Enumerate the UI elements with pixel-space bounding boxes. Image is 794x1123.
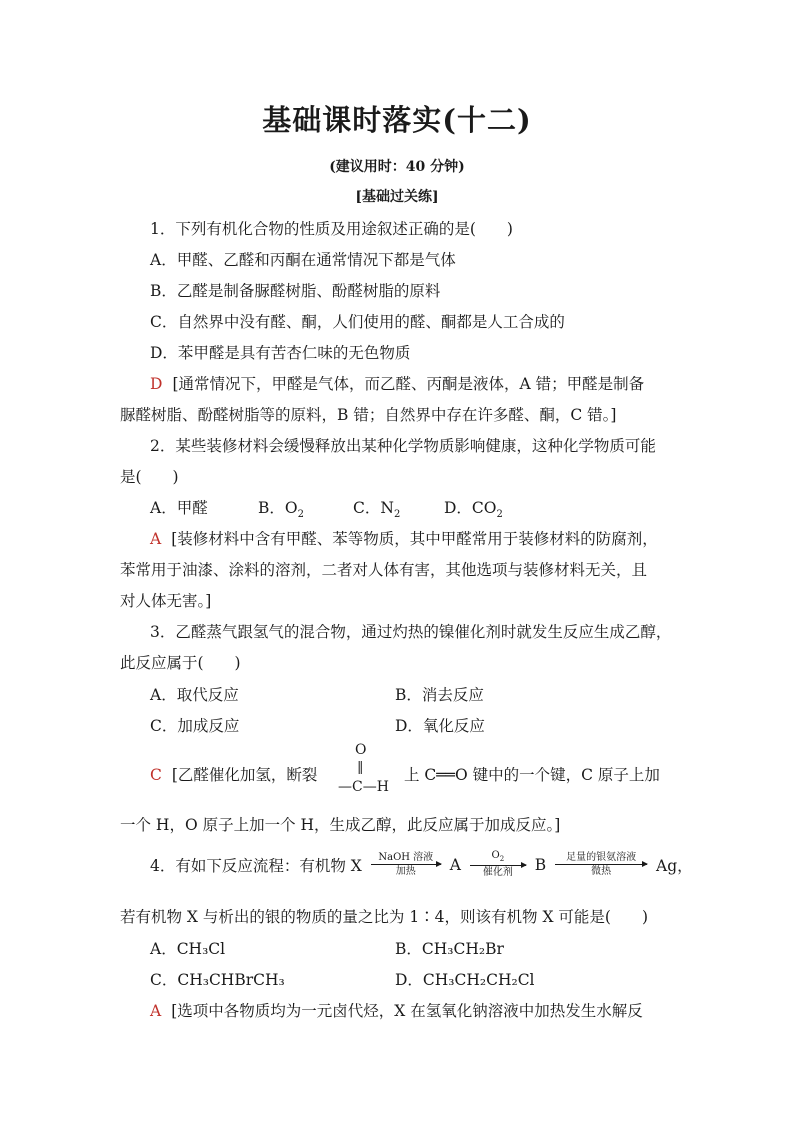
q3-answer: C xyxy=(150,766,162,784)
q3-explanation-pre: [乙醛催化加氢，断裂 xyxy=(171,766,318,784)
q2-option-d: D．$CO_2$ xyxy=(444,499,503,521)
arrow3-reagent: 足量的银氨溶液 xyxy=(566,851,637,863)
q3-option-a: A．取代反应 xyxy=(150,686,239,704)
reaction-arrow-2 xyxy=(470,850,526,880)
q3-explanation-line2: 一个 H，O 原子上加一个 H，生成乙醇，此反应属于加成反应。] xyxy=(120,816,561,834)
q3-explanation xyxy=(150,763,317,785)
q3-explanation-post: 上 C══O 键中的一个键，C 原子上加 xyxy=(404,766,660,784)
section-heading: [基础过关练] xyxy=(355,189,439,205)
aldehyde-structure-chain: —C—H xyxy=(338,779,389,795)
time-note: (建议用时：40 分钟) xyxy=(329,159,465,175)
q2-explanation-line3: 对人体无害。] xyxy=(120,592,212,610)
page-title: 基础课时落实(十二) xyxy=(262,103,532,137)
q1-stem: 1．下列有机化合物的性质及用途叙述正确的是( ) xyxy=(150,220,513,238)
arrow2-condition: 催化剂 xyxy=(482,867,513,878)
q4-stem-pre: 4．有如下反应流程：有机物 X xyxy=(150,857,362,875)
q3-option-b: B．消去反应 xyxy=(395,686,484,704)
q1-option-d: D．苯甲醛是具有苦杏仁味的无色物质 xyxy=(150,344,411,362)
q2-explanation-line2: 苯常用于油漆、涂料的溶剂，二者对人体有害，其他选项与装修材料无关，且 xyxy=(120,561,648,579)
q1-explanation xyxy=(150,372,644,394)
q1-option-a: A．甲醛、乙醛和丙酮在通常情况下都是气体 xyxy=(150,251,456,269)
q2-answer: A xyxy=(150,530,162,548)
q4-option-b: B．CH₃CH₂Br xyxy=(395,940,504,958)
reaction-arrow-3 xyxy=(555,852,647,879)
q4-answer: A xyxy=(150,1002,162,1020)
arrow1-reagent: NaOH 溶液 xyxy=(378,851,434,863)
q4-option-c: C．CH₃CHBrCH₃ xyxy=(150,971,285,989)
q1-option-b: B．乙醛是制备脲醛树脂、酚醛树脂的原料 xyxy=(150,282,441,300)
q2-stem-line2: 是( ) xyxy=(120,468,179,486)
q4-option-d: D．CH₃CH₂CH₂Cl xyxy=(395,971,535,989)
q1-answer: D xyxy=(150,375,163,393)
q2-option-a: A．甲醛 xyxy=(150,499,208,517)
q3-stem-line1: 3．乙醛蒸气跟氢气的混合物，通过灼热的镍催化剂时就发生反应生成乙醇， xyxy=(150,623,672,641)
q3-option-d: D．氧化反应 xyxy=(395,717,485,735)
q3-option-c: C．加成反应 xyxy=(150,717,240,735)
aldehyde-structure-o: O xyxy=(355,742,367,758)
aldehyde-structure-double-bond: ‖ xyxy=(357,760,364,775)
node-ag: Ag， xyxy=(656,857,693,875)
node-a: A xyxy=(449,856,461,874)
arrow1-condition: 加热 xyxy=(395,865,416,877)
q4-explanation-line1: [选项中各物质均为一元卤代烃，X 在氢氧化钠溶液中加热发生水解反 xyxy=(171,1002,643,1020)
q4-stem-line2: 若有机物 X 与析出的银的物质的量之比为 1∶4，则该有机物 X 可能是( ) xyxy=(120,908,649,926)
q4-option-a: A．CH₃Cl xyxy=(150,940,226,958)
reaction-arrow-1 xyxy=(371,852,441,879)
q1-option-c: C．自然界中没有醛、酮，人们使用的醛、酮都是人工合成的 xyxy=(150,313,565,331)
q2-option-b: B．$O_2$ xyxy=(258,499,304,521)
q2-explanation xyxy=(150,527,658,549)
node-b: B xyxy=(534,856,547,874)
q1-explanation-line2: 脲醛树脂、酚醛树脂等的原料，B 错；自然界中存在许多醛、酮，C 错。] xyxy=(120,406,617,424)
q2-option-c: C．$N_2$ xyxy=(353,499,401,521)
arrow2-reagent: $O_2$ xyxy=(491,850,505,863)
q2-explanation-line1: [装修材料中含有甲醛、苯等物质，其中甲醛常用于装修材料的防腐剂， xyxy=(171,530,658,548)
q2-stem-line1: 2．某些装修材料会缓慢释放出某种化学物质影响健康，这种化学物质可能 xyxy=(150,437,656,455)
arrow3-condition: 微热 xyxy=(591,865,612,877)
q3-stem-line2: 此反应属于( ) xyxy=(120,654,241,672)
q4-reaction-flow xyxy=(150,850,693,880)
q4-explanation xyxy=(150,999,643,1021)
q1-explanation-line1: [通常情况下，甲醛是气体，而乙醛、丙酮是液体，A 错；甲醛是制备 xyxy=(172,375,645,393)
